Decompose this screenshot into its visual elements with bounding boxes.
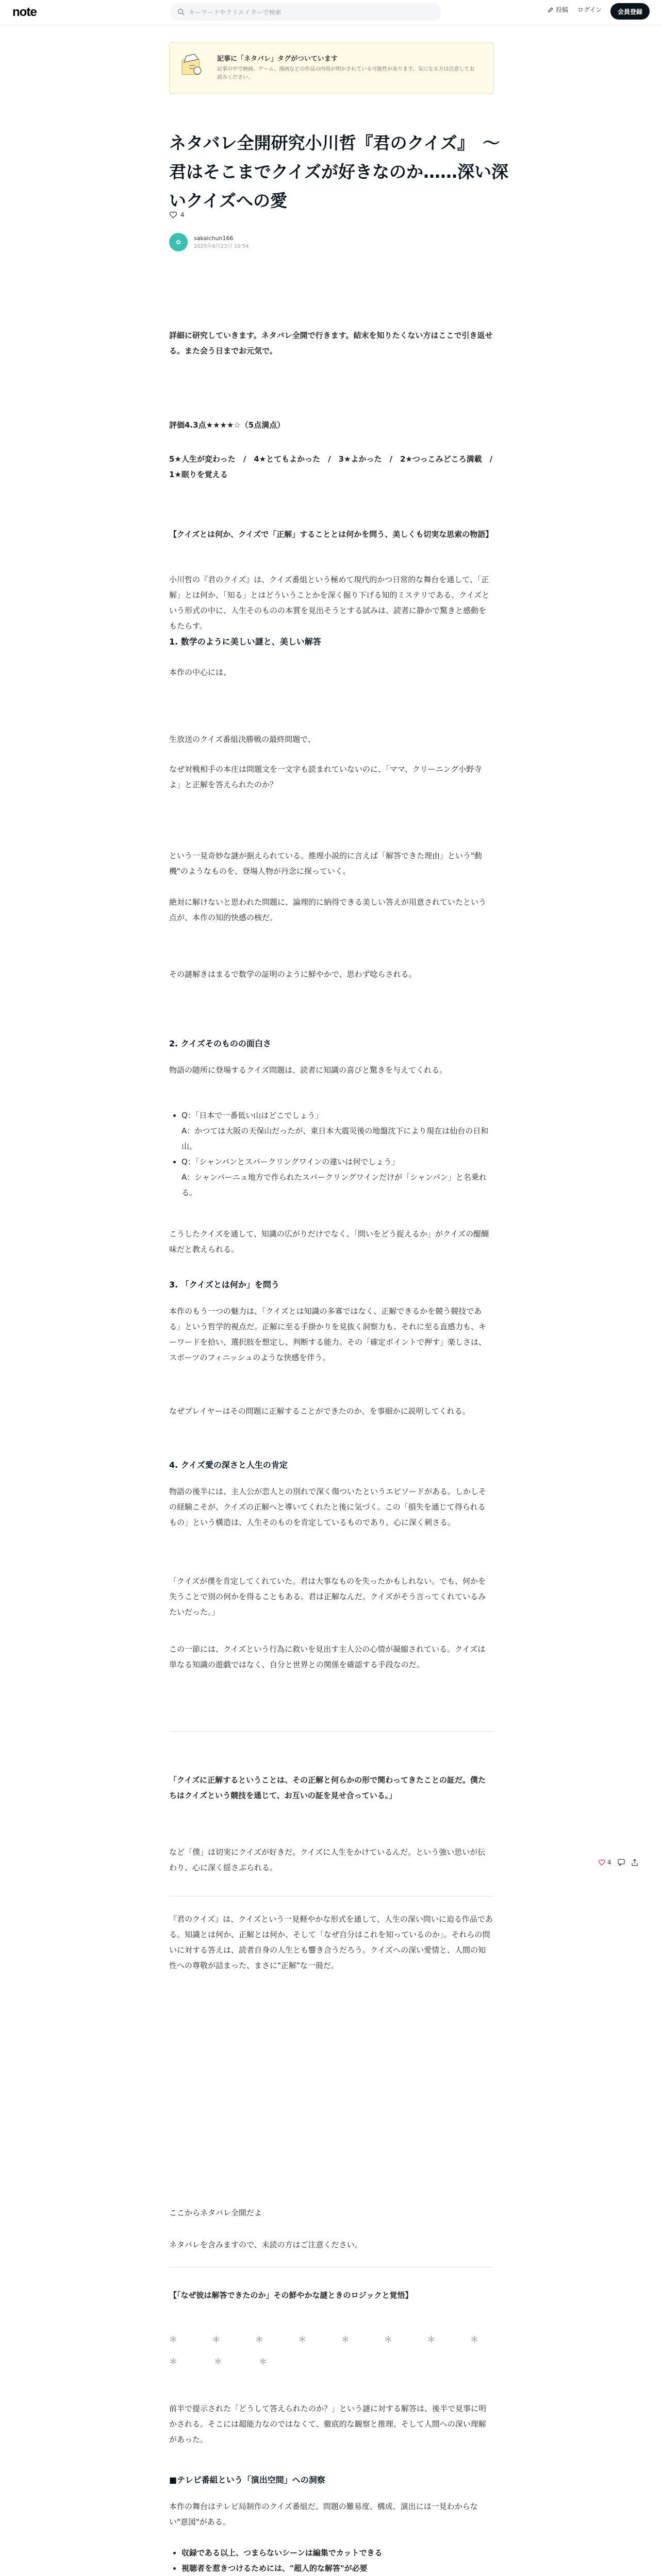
share-icon[interactable] bbox=[631, 1859, 638, 1866]
paragraph: ここからネタバレ全開だよ bbox=[169, 2208, 262, 2217]
paragraph: など「僕」は切実にクイズが好きだ。クイズに人生をかけているんだ。という強い思いが伝わり、心に深く揺さぶられる。 bbox=[169, 1848, 486, 1872]
section-heading-5: 【「なぜ彼は解答できたのか」その鮮やかな謎ときのロジックと覚悟】 bbox=[169, 2291, 413, 2300]
divider bbox=[169, 1731, 493, 1732]
section-heading-intro: 【クイズとは何か、クイズで「正解」することとは何かを問う、美しくも切実な思索の物語】 bbox=[169, 530, 493, 539]
list-item: • 視聴者を惹きつけるためには、"超人的な解答"が必要 bbox=[181, 2561, 493, 2576]
heart-icon bbox=[598, 1859, 605, 1866]
notice-title: 記事に「ネタバレ」タグがついています bbox=[217, 55, 338, 63]
list-item: • 収録である以上、つまらないシーンは編集でカットできる bbox=[181, 2545, 493, 2561]
asterisk: ＊ bbox=[169, 2334, 178, 2344]
highlight-quote: 「クイズに正解するということは、その正解と何らかの形で関わってきたことの証だ。僕たちはクイズという競技を通じて、お互いの証を見せ合っている。」 bbox=[169, 1775, 486, 1800]
article-title: ネタバレ全開研究小川哲『君のクイズ』 〜君はそこまでクイズが好きなのか……深い深いクイズへの愛 bbox=[169, 133, 509, 211]
search-placeholder: キーワードやクリエイターで検索 bbox=[189, 8, 282, 16]
spoiler-notice bbox=[169, 42, 494, 94]
paragraph: 本作の舞台はテレビ局制作のクイズ番組だ。問題の難易度、構成、演出には一見わからない"意図"がある。 bbox=[169, 2502, 478, 2527]
rating: 評価4.3点★★★★☆（5点満点） bbox=[169, 420, 285, 430]
list-item: • Q：「シャンパンとスパークリングワインの違いは何でしょう」 A：シャンパーニュ地方で作られたスパークリングワインだけが「シャンパン」と名乗れる。 bbox=[181, 1154, 493, 1200]
author-name[interactable]: sakaichun166 bbox=[194, 235, 234, 242]
paragraph: 小川哲の『君のクイズ』は、クイズ番組という極めて現代的かつ日常的な舞台を通して、「正解」とは何か、「知る」とはどういうことかを深く掘り下げる知的ミステリである。クイズという形式の中に、人生そのものの本質を見出そうとする試みは、読者に静かで驚きと感動をもたらす。 bbox=[169, 575, 490, 631]
asterisk: ＊ bbox=[258, 2357, 267, 2366]
paragraph: なぜ対戦相手の本庄は問題文を一文字も読まれていないのに、「ママ、クリーニング小野寺よ」と正解を答えられたのか？ bbox=[169, 765, 482, 789]
paragraph: なぜプレイヤーはその問題に正解することができたのか、を事細かに説明してくれる。 bbox=[169, 1406, 470, 1416]
like-count-side: 4 bbox=[607, 1859, 611, 1866]
pencil-icon bbox=[548, 7, 554, 13]
floating-actions bbox=[598, 1859, 638, 1866]
paragraph: 絶対に解けないと思われた問題に、論理的に納得できる美しい答えが用意されていたという点が、本作の知的快感の核だ。 bbox=[169, 897, 487, 922]
avatar[interactable]: ✿ bbox=[169, 233, 188, 251]
paragraph: 物語の随所に登場するクイズ問題は、読者に知識の喜びと驚きを与えてくれる。 bbox=[169, 1065, 448, 1075]
intro-text: 詳細に研究していきます。ネタバレ全開で行きます。結末を知りたくない方はここで引き返せる。また会う日までお元気で。 bbox=[169, 331, 493, 355]
section-heading-3: 3. 「クイズとは何か」を問う bbox=[169, 1280, 279, 1290]
notice-body: 記事の中で映画、ゲーム、漫画などの作品の内容が明かされている可能性があります。気になる方は注意してお読みください。 bbox=[217, 66, 475, 80]
site-header bbox=[0, 0, 662, 25]
paragraph: 生放送のクイズ番組決勝戦の最終問題で、 bbox=[169, 735, 316, 744]
spoiler-illustration-icon bbox=[179, 52, 204, 79]
search-icon bbox=[177, 8, 185, 15]
asterisk: ＊ bbox=[427, 2334, 436, 2344]
paragraph: この一節には、クイズという行為に救いを見出す主人公の心情が凝縮されている。クイズは単なる知識の遊戯ではなく、自分と世界との関係を確認する手段なのだ。 bbox=[169, 1645, 486, 1669]
section-heading-6: ■テレビ番組という「演出空間」への洞察 bbox=[169, 2475, 325, 2485]
author-info bbox=[169, 233, 249, 251]
asterisk-separator bbox=[169, 2333, 493, 2367]
heart-icon bbox=[169, 211, 177, 218]
paragraph: という一見奇妙な謎が据えられている。推理小説的に言えば「解答できた理由」という"動機"のようなものを、登場人物が丹念に探っていく。 bbox=[169, 851, 482, 876]
asterisk: ＊ bbox=[255, 2334, 263, 2344]
asterisk: ＊ bbox=[341, 2334, 350, 2344]
quiz-examples bbox=[169, 1108, 493, 1200]
asterisk: ＊ bbox=[213, 2357, 222, 2366]
like-button-top[interactable] bbox=[169, 211, 185, 218]
section-heading-4: 4. クイズ愛の深さと人生の肯定 bbox=[169, 1460, 288, 1470]
top-actions bbox=[169, 211, 185, 218]
publish-date: 2025年6月23日 10:54 bbox=[194, 244, 249, 249]
post-button[interactable] bbox=[548, 5, 568, 14]
note-logo[interactable]: note bbox=[12, 5, 37, 19]
asterisk: ＊ bbox=[470, 2334, 478, 2344]
paragraph: ネタバレを含みますので、未読の方はご注意ください。 bbox=[169, 2240, 362, 2249]
paragraph: こうしたクイズを通して、知識の広がりだけでなく、「問いをどう捉えるか」がクイズの醍醐味だと教えられる。 bbox=[169, 1229, 489, 1254]
asterisk: ＊ bbox=[169, 2357, 178, 2366]
asterisk: ＊ bbox=[384, 2334, 393, 2344]
like-button-side[interactable] bbox=[598, 1859, 611, 1866]
like-count: 4 bbox=[180, 211, 185, 218]
summary-paragraph: 『君のクイズ』は、クイズという一見軽やかな形式を通して、人生の深い問いに迫る作品である。知識とは何か、正解とは何か、そして「なぜ自分はこれを知っているのか」。それらの問いに対する答えは、読者自身の人生とも響き合うだろう。クイズへの深い愛情と、人間の知性への尊敬が詰まった、まさに"正解"な一冊だ。 bbox=[169, 1914, 493, 1970]
section-heading-1: 1. 数学のように美しい謎と、美しい解答 bbox=[169, 637, 321, 647]
paragraph: 本作の中心には、 bbox=[169, 668, 231, 677]
comment-icon[interactable] bbox=[618, 1859, 625, 1866]
section-heading-2: 2. クイズそのものの面白さ bbox=[169, 1039, 271, 1048]
signup-button[interactable]: 会員登録 bbox=[610, 3, 650, 20]
asterisk: ＊ bbox=[298, 2334, 307, 2344]
paragraph: 前半で提示された「どうして答えられたのか？」という謎に対する解答は、後半で見事に明かされる。そこには超能力なのではなくて、徹底的な観察と推理、そして人間への深い理解があった。 bbox=[169, 2404, 487, 2444]
search-box[interactable] bbox=[170, 3, 441, 21]
edit-points-list bbox=[169, 2545, 493, 2576]
paragraph: 本作のもう一つの魅力は、「クイズとは知識の多寡ではなく、正解できるかを競う競技である」という哲学的視点だ。正解に至る手掛かりを見抜く洞察力も、それに至る直感力も、キーワードを拾い、選択肢を想定し、判断する能力。その「確定ポイントで押す」楽しさは、スポーツのフィニッシュのような快感を伴う。 bbox=[169, 1307, 487, 1362]
rating-legend: 5★人生が変わった / 4★とてもよかった / 3★よかった / 2★つっこみどころ満載 / 1★眠りを覚える bbox=[169, 454, 501, 479]
post-label: 投稿 bbox=[556, 6, 569, 13]
paragraph: 物語の後半には、主人公が恋人との別れで深く傷ついたというエピソードがある。しかしその経験こそが、クイズの正解へと導いてくれたと後に気づく。この「損失を通じて得られるもの」という構造は、人生そのものを肯定しているものであり、心に深く刺さる。 bbox=[169, 1487, 487, 1527]
quote-paragraph: 「クイズが僕を肯定してくれていた。君は大事なものを失ったかもしれない。でも、何かを失うことで別の何かを得ることもある。君は正解なんだ。クイズがそう言ってくれているみたいだった。」 bbox=[169, 1577, 486, 1617]
login-button[interactable] bbox=[577, 5, 602, 14]
list-item: • Q：「日本で一番低い山はどこでしょう」 A：かつては大阪の天保山だったが、東日本大震災後の地盤沈下により現在は仙台の日和山。 bbox=[181, 1108, 493, 1154]
asterisk: ＊ bbox=[212, 2334, 221, 2344]
login-label: ログイン bbox=[577, 6, 602, 13]
paragraph: その謎解きはまるで数学の証明のように鮮やかで、思わず唸らされる。 bbox=[169, 970, 417, 979]
